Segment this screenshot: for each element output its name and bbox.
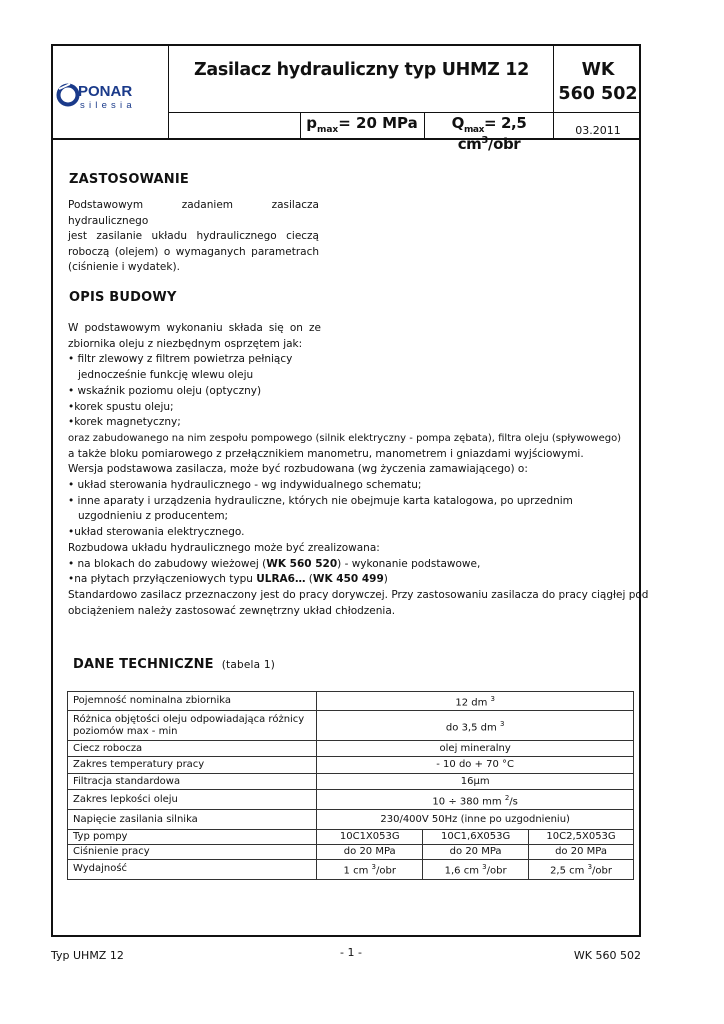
opis-line: •korek magnetyczny; [68, 416, 181, 429]
catalog-code-line1: WK [581, 60, 615, 80]
table-cell-value: 16μm [317, 774, 634, 790]
table-cell-label: Ciśnienie pracy [68, 845, 317, 860]
table-note: (tabela 1) [221, 659, 276, 671]
opis-line: a także bloku pomiarowego z przełącznikiem manometru, manometrem i gniazdami wyjściowymi. [68, 447, 584, 460]
opis-line: •korek spustu oleju; [68, 400, 174, 413]
plate-type-ref: ULRA6… [256, 573, 306, 586]
svg-text:silesia: silesia [80, 100, 136, 111]
qmax-value: = 2,5 cm [457, 114, 527, 153]
zastosowanie-line: roboczą (olejem) o wymaganych parametrach [68, 245, 319, 258]
opis-line: obciążeniem należy zastosować zewnętrzny układ chłodzenia. [68, 604, 396, 617]
zastosowanie-line: jest zasilanie układu hydraulicznego cieczą [68, 230, 319, 242]
qmax-parameter [424, 114, 554, 153]
table-row [68, 830, 634, 845]
table-cell-label: Napięcie zasilania silnika [68, 810, 317, 830]
opis-tower-post: ) - wykonanie podstawowe, [337, 557, 481, 570]
table-cell-label: Ciecz robocza [68, 741, 317, 757]
svg-text:PONAR: PONAR [78, 83, 133, 100]
section-heading-dane-techniczne [73, 657, 275, 672]
table-row [68, 790, 634, 810]
opis-plate-mid: ( [305, 573, 313, 586]
opis-line: jednocześnie funkcję wlewu oleju [78, 369, 254, 382]
pressure-cell: do 20 MPa [317, 845, 423, 860]
opis-budowy-text [68, 321, 649, 619]
opis-line: • układ sterowania hydraulicznego - wg indywidualnego schematu; [68, 479, 422, 492]
page-number: - 1 - [340, 946, 362, 959]
table-row [68, 774, 634, 790]
table-row [68, 860, 634, 879]
table-row [68, 757, 634, 774]
ponar-logo [56, 78, 168, 112]
table-cell-label: Zakres lepkości oleju [68, 790, 317, 810]
opis-line-plate [68, 572, 628, 588]
opis-plate-pre: •na płytach przyłączeniowych typu [68, 573, 257, 586]
table-cell-label: Zakres temperatury pracy [68, 757, 317, 774]
revision-date: 03.2011 [575, 124, 621, 137]
table-cell-value: olej mineralny [317, 741, 634, 757]
opis-line: Wersja podstawowa zasilacza, może być rozbudowana (wg życzenia zamawiającego) o: [68, 463, 528, 476]
qmax-unit: /obr [487, 135, 521, 153]
opis-plate-post: ) [383, 573, 388, 586]
table-row [68, 711, 634, 741]
section-heading-opis-budowy: OPIS BUDOWY [69, 290, 177, 305]
pmax-subscript: max [316, 125, 339, 135]
catalog-ref-link: WK 450 499 [312, 573, 384, 586]
pmax-symbol: p [306, 114, 317, 132]
yield-cell: 2,5 cm $^3$/obr [529, 860, 634, 879]
footer-right: WK 560 502 [573, 949, 641, 962]
dane-heading-text: DANE TECHNICZNE [73, 657, 214, 672]
table-cell-value: 12 dm $^3$ [317, 692, 634, 711]
opis-line: Rozbudowa układu hydraulicznego może być zrealizowana: [68, 541, 380, 554]
qmax-exponent: 3 [481, 135, 488, 146]
footer-left: Typ UHMZ 12 [51, 949, 124, 962]
pmax-value: = 20 MPa [338, 114, 418, 132]
pump-type-cell: 10C1X053G [317, 830, 423, 845]
catalog-code-line2: 560 502 [558, 84, 638, 104]
opis-line-tower [68, 557, 628, 573]
technical-data-table [67, 691, 634, 880]
document-title: Zasilacz hydrauliczny typ UHMZ 12 [193, 60, 530, 80]
yield-cell: 1,6 cm $^3$/obr [423, 860, 529, 879]
section-heading-zastosowanie: ZASTOSOWANIE [69, 172, 189, 187]
table-cell-value: 10 ÷ 380 mm $^2$/s [317, 790, 634, 810]
opis-line: • wskaźnik poziomu oleju (optyczny) [68, 384, 262, 397]
pressure-cell: do 20 MPa [529, 845, 634, 860]
pmax-parameter [300, 114, 424, 135]
pump-type-cell: 10C2,5X053G [529, 830, 634, 845]
qmax-subscript: max [463, 125, 485, 135]
opis-line: • filtr zlewowy z filtrem powietrza pełniący [68, 353, 293, 366]
opis-line: zbiornika oleju z niezbędnym osprzętem jak: [68, 337, 303, 350]
table-cell-label: Typ pompy [68, 830, 317, 845]
zastosowanie-line: (ciśnienie i wydatek). [68, 261, 180, 273]
table-cell-value: 230/400V 50Hz (inne po uzgodnieniu) [317, 810, 634, 830]
table-cell-value: - 10 do + 70 °C [317, 757, 634, 774]
table-row [68, 692, 634, 711]
zastosowanie-line: Podstawowym zadaniem zasilacza hydraulicznego [68, 199, 319, 227]
yield-cell: 1 cm $^3$/obr [317, 860, 423, 879]
zastosowanie-text [68, 198, 319, 276]
table-cell-label: Pojemność nominalna zbiornika [68, 692, 317, 711]
opis-line: W podstawowym wykonaniu składa się on ze [68, 322, 321, 334]
table-cell-label: Filtracja standardowa [68, 774, 317, 790]
qmax-symbol: Q [451, 114, 464, 132]
table-row [68, 810, 634, 830]
table-cell-value: do 3,5 dm $^3$ [317, 711, 634, 741]
catalog-ref-link: WK 560 520 [266, 557, 338, 570]
table-row [68, 845, 634, 860]
opis-line: •układ sterowania elektrycznego. [68, 526, 245, 539]
catalog-code [555, 58, 641, 106]
pump-type-cell: 10C1,6X053G [423, 830, 529, 845]
opis-line: • inne aparaty i urządzenia hydrauliczne, których nie obejmuje karta katalogowa, po uprzednim [68, 494, 573, 507]
opis-line: uzgodnieniu z producentem; [78, 510, 229, 523]
table-cell-label: Różnica objętości oleju odpowiadająca różnicy poziomów max - min [68, 711, 317, 741]
pressure-cell: do 20 MPa [423, 845, 529, 860]
table-row [68, 741, 634, 757]
opis-line: Standardowo zasilacz przeznaczony jest do pracy dorywczej. Przy zastosowaniu zasilacza do pracy ciągłej pod [68, 588, 649, 601]
table-cell-label: Wydajność [68, 860, 317, 879]
opis-tower-pre: • na blokach do zabudowy wieżowej ( [68, 557, 267, 570]
opis-line: oraz zabudowanego na nim zespołu pompowego (silnik elektryczny - pompa zębata), filtra oleju (spływowego) [68, 432, 622, 444]
